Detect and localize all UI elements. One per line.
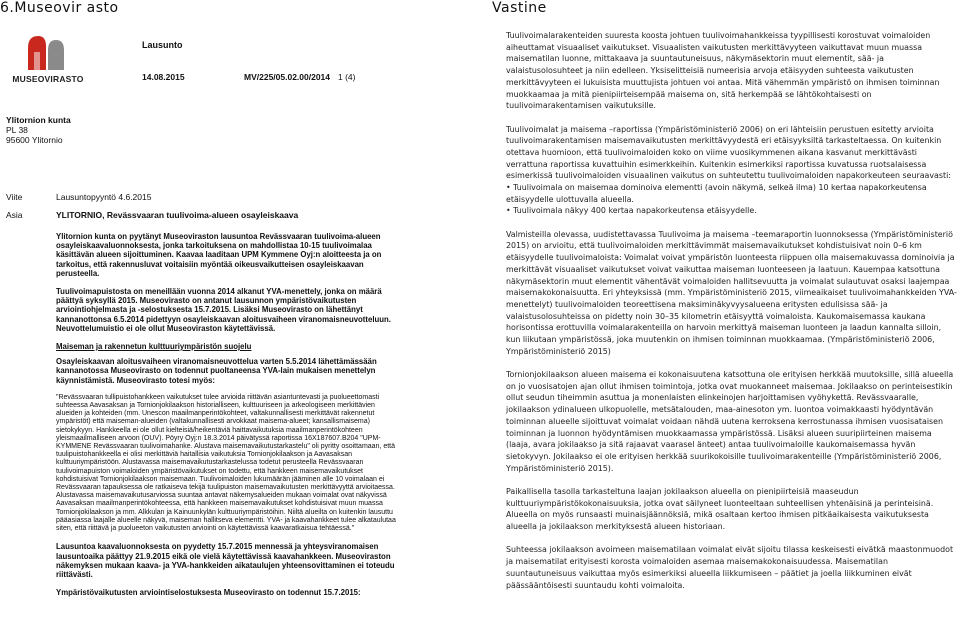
document-type: Lausunto: [142, 40, 183, 50]
left-heading: 6.Museovir asto: [0, 0, 119, 16]
statement-paragraph: Ympäristövaikutusten arviointiselostuksesta Museovirasto on todennut 15.7.2015:: [56, 588, 361, 598]
statement-body: [56, 232, 396, 606]
museovirasto-logo: [6, 32, 90, 96]
asia-label: Asia: [6, 210, 23, 220]
reply-bullet: • Tuulivoimala on maisemaa dominoiva elementti (avoin näkymä, selkeä ilma) 10 kertaa napakorkeutensa etäisyydelle ulottuvalla alueella.: [506, 183, 927, 204]
statement-quote: "Revässvaaran tullipuistohankkeen vaikutukset tulee arvioida riittävän asiantuntevasti ja puolueettomasti suhteessa Aavasaksan ja Tornionjokilaakson historialliseen, kulttuuriseen ja arkeologiseen merkittävien alueiden ja kohteiden (mm. Unescon maailmanperintökohteet, valtakunnallisesti merkittävät rakennetut ympäristöt) että maiseman-alueiden (valtakunnallisesti arvokkaat maisema-alueet; kansallismaisema) sietokykyyn. Hankkeella ei ole ollut kielteisiä/heikentäviä haittavaikutuksia maailmanperintökohteen yleismaailmalliseen arvoon (OUV). Pöyry Oyj:n 18.3.2014 päivätyssä raportissa 16X187607.B204 "UPM-KYMMENE Revässvaaran tuulivoimahanke. Alustava maisemavaikutustarkastelu" oli pyritty osoittamaan, että tuulipuistohankkeella ei olisi merkittäviä haitallisia vaikutuksia Tornionjokilaakson ja Aavasaksan kulttuuriympäristöön. Alustavassa maisemavaikutustarkastelussa todetut perusteella Revässvaaran tuulivoimapuiston voimaloiden ympäristövaikutukset on todettu, että hankkeen maisemavaikutukset kohdistuisivat Tornionjokilaakson maisemaan. Tuulivoimaloiden lukumäärän jääminen alle 10 voimalaan ei Revässvaaran tapauksessa ole ratkaiseva tekijä tuulipuiston maisemavaikutusten merkittävyyttä arvioitaessa. Alustavassa maisemavaikutusarviossa suuntaa antavat näkemysalueiden mukaan voimalat ovat näkyvissä Aavasaksan maailmanperintökohteessa, että hankkeen maisemavaikutukset kohdistuisivat muun muassa Tornionjokilaakson ja mm. Alkkulan ja Kainuunkylän kulttuuriympäristöihin. Niiltä alueilta on kuitenkin lausuttu pääasiassa laajalle alueelle näkyvä, maiseman hallitseva elementti. YVA- ja kaavahankkeet tulee alkataulutaa siten, että riittävä ja puolueeton vaikutusten arviointi on käytettävissä kaavaratkaisua tehtäessä.": [56, 393, 396, 533]
viite-value: Lausuntopyyntö 4.6.2015: [56, 192, 152, 202]
logo-text: MUSEOVIRASTO: [12, 74, 84, 84]
logo-mark-icon: [24, 32, 72, 72]
reply-paragraph: Suhteessa jokilaakson avoimeen maisematilaan voimalat eivät sijoitu tilassa keskeisesti eivätkä maastonmuodot ja maisematilat erityisesti korosta voimaloiden asemaa maisemakokonaisuudessa. Maisematilan suuntautuneisuus vaikuttaa myös esimerkiksi alueella liikkumiseen – päätiet ja joella liikkuminen eivät päässääntöisesti suuntaudu kohti voimaloita.: [506, 545, 954, 590]
statement-paragraph: Ylitornion kunta on pyytänyt Museoviraston lausuntoa Revässvaaran tuulivoima-alueen osayleiskaavaluonnoksesta, jonka tarkoituksena on mahdollistaa 10-15 tuulivoimalaa käsittävän alueen sijoittuminen. Kaavaa laaditaan UPM Kymmene Oyj:n aloitteesta ja on tarkoitus, että rakennusluvat voitaisiin myöntää oikeusvaikutteisen osayleiskaavan perusteella.: [56, 232, 382, 278]
document-date: 14.08.2015: [142, 72, 185, 82]
statement-paragraph: Tuulivoimapuistosta on meneillään vuonna 2014 alkanut YVA-menettely, jonka on määrä päättyä syksyllä 2015. Museovirasto on antanut lausunnon ympäristövaikutusten arviointiohjelmasta ja -selostuksesta 15.7.2015. Lisäksi Museovirasto on lähettänyt kannanottonsa 6.5.2014 pidettyyn osayleiskaavan aloitusvaiheen viranomaisneuvotteluun. Neuvottelumuistio ei ole ollut Museoviraston käytettävissä.: [56, 287, 391, 333]
statement-paragraph: Lausuntoa kaavaluonnoksesta on pyydetty 15.7.2015 mennessä ja yhteysviranomaisen lausuntoaika päättyy 21.9.2015 eikä ole vielä käytettävissä kaavahankkeen. Museoviraston näkemyksen mukaan kaava- ja YVA-hankkeiden aikataulujen yhteensovittaminen ei toteudu riittävästi.: [56, 542, 395, 579]
statement-paragraph: Osayleiskaavan aloitusvaiheen viranomaisneuvottelua varten 5.5.2014 lähettämässään kannanotossa Museovirasto on todennut puoltaneensa YVA-lain mukaisen menettelyn käynnistämistä. Museovirasto totesi myös:: [56, 357, 377, 385]
viite-label: Viite: [6, 192, 23, 202]
address-line: Ylitornion kunta: [6, 115, 71, 125]
asia-row: [6, 210, 298, 221]
reply-bullet: • Tuulivoimala näkyy 400 kertaa napakorkeutensa etäisyydelle.: [506, 206, 757, 216]
document-reference: MV/225/05.02.00/2014: [244, 72, 331, 82]
reply-text: [506, 30, 958, 591]
statement-section-heading: Maiseman ja rakennetun kulttuuriympäristön suojelu: [56, 342, 252, 352]
right-heading: Vastine: [492, 0, 547, 16]
asia-value: YLITORNIO, Revässvaaran tuulivoima-alueen osayleiskaava: [56, 210, 299, 220]
address-line: 95600 Ylitornio: [6, 135, 63, 145]
reply-paragraph: Paikallisella tasolla tarkasteltuna laajan jokilaakson alueella on pienipiirteisiä maaseudun kulttuuriympäristökokonaisuuksia, jotka ovat säilyneet luonteeltaan suhteellisen yhtenäisinä ja perinteisinä. Alueella on myös runsaasti muinaisjäännöksiä, mikä osaltaan kertoo ihmisen pitkäaikaisesta vaikutuksesta alueella ja jokilaakson merkityksestä alueen historiaan.: [506, 486, 934, 532]
address-line: PL 38: [6, 125, 28, 135]
viite-row: [6, 192, 151, 203]
page-number: 1 (4): [338, 72, 356, 82]
reply-paragraph: Tuulivoimalarakenteiden suuresta koosta johtuen tuulivoimahankkeissa tyypillisesti korostuvat voimaloiden aiheuttamat visuaaliset vaikutukset. Visuaalisten vaikutusten merkittävyyteen vaikuttavat muun muassa maisematilan luonne, mittakaava ja suuntautuneisuus, näkymäsektorin muut elementit, sää- ja valaistusolosuhteet ja niin edelleen. Yksiselitteisiä numeerisia arvoja etäisyyden suhteesta vaikutusten merkittävyyteen ei lukuisista muuttujista johtuen voi antaa. Mitä vähemmän ympäristö on ihmisen toiminnan muokkaamaa ja mitä pienipiirteisempää maisema on, sitä herkempää se lähtökohtaisesti on tuulivoimarakentamisen vaikutuksille.: [506, 31, 940, 111]
scanned-statement: [0, 22, 400, 632]
recipient-address: [6, 115, 71, 145]
reply-paragraph: Tornionjokilaakson alueen maisema ei kokonaisuutena katsottuna ole erityisen herkkää muutoksille, sillä alueella on jo vuosisatojen ajan ollut ihmisen toimintoja, jotka ovat muokanneet maisemaa. Jokilaakso on perinteisestikin ollut seudun tiheimmin asuttua ja monenlaisten elinkeinojen harjoittamisen vyöhykettä. Revässvaaralle, jokilaakson ydinalueen ulkopuolelle, metsätalouden, maa-ainesoton ym. luontoa voimakkaasti hyödyntävän toiminnan alueelle sijoittuvat voimalat voidaan nähdä uutena kerroksena kerrostunassa ihmisen vuosisataisen toiminnan ja luonnon hyödyntämisen muokkaamassa ympäristössä. Lisäksi alueen suuripiirteinen maisema (laaja, avara jokilaakso ja sitä rajaavat vaarasel änteet) antaa tuulivoimaloille kaukomaisemassa hyvän sietokyvyn. Jokilaakso ei ole erityisen herkkää suurikokoisille tuulivoimarakenteille (Ympäristöministeriö 2006, Ympäristöministeriö 2015).: [506, 370, 954, 473]
reply-paragraph: Tuulivoimalat ja maisema –raportissa (Ympäristöministeriö 2006) on eri lähteisiin perustuen esitetty arvioita tuulivoimarakentamisen maisemavaikutusten merkittävyydestä eri etäisyyksiltä tarkasteltaessa. On kuitenkin otettava huomioon, että tuulivoimaloiden koko on viime vuosikymmenen aikana kasvanut merkittävästi verrattuna raportissa kuvattuihin esimerkkeihin. Kuitenkin esimerkiksi raportissa kuvatussa ruotsalaisessa esimerkissä tuulivoimaloiden visuaalinen vaikutus on suhteutettu tuulivoimaloiden napakorkeuteen seuraavasti:: [506, 124, 951, 181]
reply-paragraph: Valmisteilla olevassa, uudistettavassa Tuulivoima ja maisema –teemaraportin luonnoksessa (Ympäristöministeriö 2015) on arvioitu, että tuulivoimaloiden merkittävimmät maisemavaikutukset kohdistuisivat noin 0–6 km etäisyydelle tuulivoimaloista: Voimalat voivat ympäristön luonteesta riippuen olla maisemakuvassa dominoivia ja merkittävät visuaaliset vaikutukset voivat vaikuttaa maiseman luonteeseen ja laatuun. Kauempaa katsottuna näkymäsektorin muut elementit vähentävät voimaloiden hallitsevuutta ja voimalat sulautuvat osaksi laajempaa maisemakokonaisuutta. Eri yhteyksissä (mm. Ympäristöministeriö 2015, viimeaikaiset tuulivoimahankkeiden YVA-menettelyt) tuulivoimaloiden teoreettisena maksiminäkyvyysalueena eritysten edulisissa sää- ja valaistusolosuhteissa on pidetty noin 30–35 kilometrin etäisyyttä voimaloista. Kaukomaisemassa kaukana horisontissa erottuvilla voimalarakenteilla on harvoin merkittyä maiseman luonteen ja laadun kannalta silloin, kun liikutaan ympäristössä, joka muutenkin on ihmisen toiminnan muokkaamaa. (Ympäristöministeriö 2006, Ympäristöministeriö 2015): [506, 229, 957, 356]
